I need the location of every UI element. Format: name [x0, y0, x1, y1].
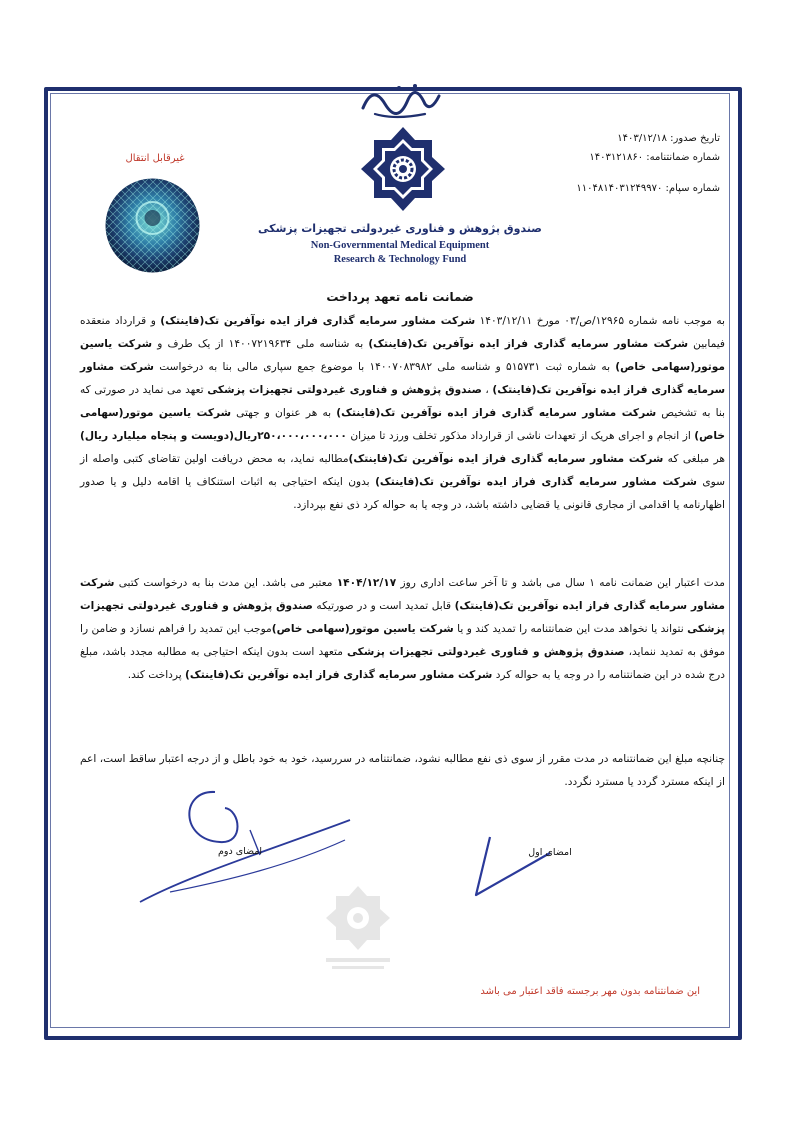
guarantee-number	[550, 152, 720, 163]
fund-name-en-line2: Research & Technology Fund	[333, 254, 467, 265]
second-signature-label: امضای دوم	[217, 846, 263, 857]
guarantee-number-value: ۱۴۰۳۱۲۱۸۶۰	[589, 152, 644, 163]
issue-date	[550, 133, 720, 144]
sepam-number-label: شماره سپام:	[665, 183, 720, 194]
first-signature	[460, 815, 600, 905]
footer-validity-note: این ضمانتنامه بدون مهر برجسته فاقد اعتبار می باشد	[480, 986, 700, 997]
issue-date-value: ۱۴۰۳/۱۲/۱۸	[617, 133, 667, 144]
paragraph-1: به موجب نامه شماره ۱۲۹۶۵/ص/۰۳ مورخ ۱۴۰۳/۱۲/۱۱ شرکت مشاور سرمایه گذاری فراز ایده نوآفرین تک(فاینتک) و قرارداد منعقده فیمابین شرکت مشاور سرمایه گذاری فراز ایده نوآفرین تک(فاینتک) به شناسه ملی ۱۴۰۰۷۲۱۹۶۳۴ از یک طرف و شرکت یاسین موتور(سهامی خاص) به شماره ثبت ۵۱۵۷۳۱ و شناسه ملی ۱۴۰۰۷۰۸۳۹۸۲ با موضوع جمع سپاری مالی بنا به درخواست شرکت مشاور سرمایه گذاری فراز ایده نوآفرین تک(فاینتک) ، صندوق پژوهش و فناوری غیردولتی تجهیزات پزشکی تعهد می نماید در صورتی که بنا به تشخیص شرکت مشاور سرمایه گذاری فراز ایده نوآفرین تک(فاینتک) به هر عنوان و جهتی شرکت یاسین موتور(سهامی خاص) از انجام و اجرای هریک از تعهدات ناشی از قرارداد مذکور تخلف ورزد تا میزان ۲۵۰،۰۰۰،۰۰۰،۰۰۰ریال(دویست و پنجاه میلیارد ریال) هر مبلغی که شرکت مشاور سرمایه گذاری فراز ایده نوآفرین تک(فاینتک)مطالبه نماید، به محض دریافت اولین تقاضای کتبی واصله از سوی شرکت مشاور سرمایه گذاری فراز ایده نوآفرین تک(فاینتک) بدون اینکه احتیاجی به اثبات استنکاف یا اقامه دلیل و یا صدور اظهارنامه یا اقدامی از مجاری قانونی یا قضایی داشته باشد، در وجه یا به حواله کرد ذی نفع بپردازد.	[80, 315, 726, 511]
guarantee-number-label: شماره ضمانتنامه:	[646, 152, 720, 163]
fund-name-en-line1: Non-Governmental Medical Equipment	[310, 240, 490, 251]
first-signature-label: امضای اول	[528, 847, 572, 858]
non-transferable-label: غیرقابل انتقال	[125, 153, 185, 164]
sepam-number	[550, 183, 720, 194]
document-title: ضمانت نامه تعهد پرداخت	[326, 290, 474, 304]
issue-date-label: تاریخ صدور:	[670, 133, 720, 144]
paragraph-2: مدت اعتبار این ضمانت نامه ۱ سال می باشد و تا آخر ساعت اداری روز ۱۴۰۴/۱۲/۱۷ معتبر می باشد. این مدت بنا به درخواست کتبی شرکت مشاور سرمایه گذاری فراز ایده نوآفرین تک(فاینتک) قابل تمدید است و در صورتیکه صندوق پژوهش و فناوری غیردولتی تجهیزات پزشکی نتواند یا نخواهد مدت این ضمانتنامه را تمدید کند و یا شرکت یاسین موتور(سهامی خاص)موجب این تمدید را فراهم نسازد و ضامن را موفق به تمدید ننماید، صندوق پژوهش و فناوری غیردولتی تجهیزات پزشکی متعهد است بدون اینکه احتیاجی به مطالبه مجدد باشد، مبلغ درج شده در این ضمانتنامه را در وجه یا به حواله کرد شرکت مشاور سرمایه گذاری فراز ایده نوآفرین تک(فاینتک) پرداخت کند.	[80, 577, 725, 681]
sepam-number-value: ۱۱۰۴۸۱۴۰۳۱۲۴۹۹۷۰	[576, 183, 663, 194]
fund-name-fa: صندوق پژوهش و فناوری غیردولتی تجهیزات پزشکی	[258, 222, 542, 235]
basmala-text: بسمه تعالی	[397, 122, 403, 123]
hologram-seal-icon	[105, 178, 200, 273]
paragraph-3: چنانچه مبلغ این ضمانتنامه در مدت مقرر از سوی ذی نفع مطالبه نشود، ضمانتنامه در سررسید، خود به خود باطل و از درجه اعتبار ساقط است، اعم از اینکه مسترد گردد یا مسترد نگردد.	[80, 753, 725, 788]
basmala-calligraphy	[355, 74, 445, 124]
fund-emblem-icon	[358, 124, 448, 214]
embossed-seal-icon	[318, 880, 398, 975]
